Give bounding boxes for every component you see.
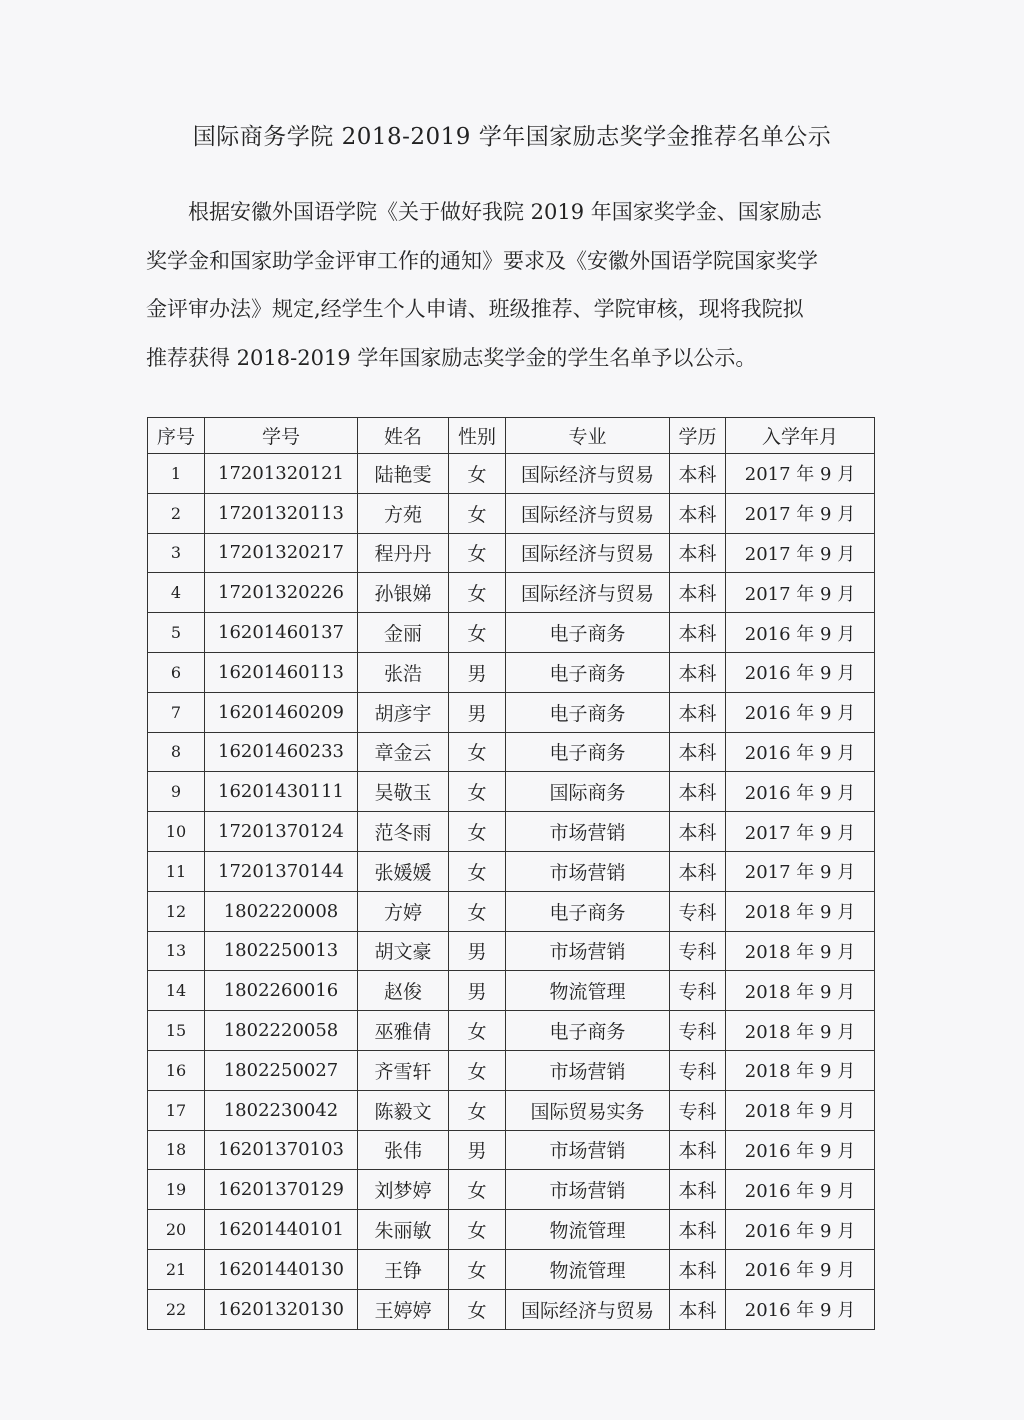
cell-gender: 女 xyxy=(449,454,506,494)
recommendation-table xyxy=(147,417,875,1330)
cell-index: 8 xyxy=(148,732,205,772)
cell-student-id: 17201370144 xyxy=(205,851,358,891)
cell-gender: 女 xyxy=(449,1090,506,1130)
table-row xyxy=(148,1130,875,1170)
table-row xyxy=(148,454,875,494)
header-name: 姓名 xyxy=(358,418,449,454)
cell-enrollment: 2017 年 9 月 xyxy=(726,812,875,852)
header-index: 序号 xyxy=(148,418,205,454)
cell-degree: 专科 xyxy=(670,1090,726,1130)
cell-student-id: 1802250027 xyxy=(205,1050,358,1090)
table-row xyxy=(148,493,875,533)
cell-enrollment: 2017 年 9 月 xyxy=(726,851,875,891)
cell-major: 国际贸易实务 xyxy=(506,1090,670,1130)
cell-index: 15 xyxy=(148,1011,205,1051)
cell-degree: 本科 xyxy=(670,1249,726,1289)
cell-enrollment: 2016 年 9 月 xyxy=(726,1210,875,1250)
cell-enrollment: 2016 年 9 月 xyxy=(726,613,875,653)
cell-major: 国际商务 xyxy=(506,772,670,812)
table-row xyxy=(148,1011,875,1051)
cell-major: 市场营销 xyxy=(506,1130,670,1170)
cell-degree: 本科 xyxy=(670,1289,726,1329)
cell-name: 张伟 xyxy=(358,1130,449,1170)
cell-student-id: 1802230042 xyxy=(205,1090,358,1130)
cell-index: 9 xyxy=(148,772,205,812)
cell-student-id: 16201370103 xyxy=(205,1130,358,1170)
cell-major: 国际经济与贸易 xyxy=(506,454,670,494)
cell-name: 方苑 xyxy=(358,493,449,533)
table-row xyxy=(148,1289,875,1329)
table-row xyxy=(148,692,875,732)
cell-student-id: 1802250013 xyxy=(205,931,358,971)
table-header-row xyxy=(148,418,875,454)
cell-name: 王婷婷 xyxy=(358,1289,449,1329)
cell-degree: 本科 xyxy=(670,613,726,653)
cell-enrollment: 2017 年 9 月 xyxy=(726,533,875,573)
cell-name: 金丽 xyxy=(358,613,449,653)
header-major: 专业 xyxy=(506,418,670,454)
cell-degree: 本科 xyxy=(670,1210,726,1250)
cell-gender: 女 xyxy=(449,772,506,812)
header-enrollment: 入学年月 xyxy=(726,418,875,454)
cell-enrollment: 2018 年 9 月 xyxy=(726,1090,875,1130)
cell-index: 12 xyxy=(148,891,205,931)
table-row xyxy=(148,652,875,692)
cell-student-id: 17201320113 xyxy=(205,493,358,533)
cell-gender: 女 xyxy=(449,812,506,852)
cell-major: 物流管理 xyxy=(506,971,670,1011)
cell-index: 16 xyxy=(148,1050,205,1090)
cell-gender: 女 xyxy=(449,891,506,931)
cell-name: 陈毅文 xyxy=(358,1090,449,1130)
cell-name: 胡彦宇 xyxy=(358,692,449,732)
cell-enrollment: 2016 年 9 月 xyxy=(726,1289,875,1329)
cell-gender: 男 xyxy=(449,1130,506,1170)
cell-degree: 本科 xyxy=(670,851,726,891)
cell-name: 章金云 xyxy=(358,732,449,772)
paragraph-line: 金评审办法》规定,经学生个人申请、班级推荐、学院审核，现将我院拟 xyxy=(146,297,804,321)
cell-major: 国际经济与贸易 xyxy=(506,533,670,573)
header-gender: 性别 xyxy=(449,418,506,454)
cell-major: 市场营销 xyxy=(506,851,670,891)
cell-gender: 男 xyxy=(449,692,506,732)
cell-gender: 男 xyxy=(449,971,506,1011)
cell-name: 程丹丹 xyxy=(358,533,449,573)
cell-degree: 本科 xyxy=(670,732,726,772)
cell-student-id: 16201460137 xyxy=(205,613,358,653)
cell-student-id: 16201320130 xyxy=(205,1289,358,1329)
cell-index: 14 xyxy=(148,971,205,1011)
cell-gender: 女 xyxy=(449,613,506,653)
paragraph-line: 推荐获得 2018-2019 学年国家励志奖学金的学生名单予以公示。 xyxy=(146,345,757,370)
cell-gender: 女 xyxy=(449,573,506,613)
cell-name: 范冬雨 xyxy=(358,812,449,852)
cell-gender: 女 xyxy=(449,1050,506,1090)
table-row xyxy=(148,971,875,1011)
table-row xyxy=(148,772,875,812)
cell-degree: 本科 xyxy=(670,772,726,812)
cell-index: 5 xyxy=(148,613,205,653)
paragraph-line: 根据安徽外国语学院《关于做好我院 2019 年国家奖学金、国家励志 xyxy=(188,200,822,224)
cell-index: 3 xyxy=(148,533,205,573)
cell-name: 刘梦婷 xyxy=(358,1170,449,1210)
cell-major: 电子商务 xyxy=(506,613,670,653)
cell-student-id: 16201460233 xyxy=(205,732,358,772)
cell-enrollment: 2018 年 9 月 xyxy=(726,891,875,931)
cell-degree: 本科 xyxy=(670,1170,726,1210)
table-row xyxy=(148,812,875,852)
cell-student-id: 16201460113 xyxy=(205,652,358,692)
cell-major: 电子商务 xyxy=(506,891,670,931)
cell-enrollment: 2016 年 9 月 xyxy=(726,692,875,732)
cell-index: 2 xyxy=(148,493,205,533)
cell-gender: 女 xyxy=(449,732,506,772)
notice-paragraph xyxy=(146,188,896,382)
cell-index: 18 xyxy=(148,1130,205,1170)
cell-student-id: 17201370124 xyxy=(205,812,358,852)
cell-enrollment: 2016 年 9 月 xyxy=(726,772,875,812)
cell-enrollment: 2017 年 9 月 xyxy=(726,454,875,494)
cell-gender: 女 xyxy=(449,1249,506,1289)
cell-student-id: 16201430111 xyxy=(205,772,358,812)
cell-enrollment: 2016 年 9 月 xyxy=(726,1130,875,1170)
cell-enrollment: 2017 年 9 月 xyxy=(726,573,875,613)
cell-student-id: 1802220058 xyxy=(205,1011,358,1051)
table-row xyxy=(148,1090,875,1130)
cell-major: 物流管理 xyxy=(506,1249,670,1289)
cell-student-id: 16201460209 xyxy=(205,692,358,732)
cell-name: 巫雅倩 xyxy=(358,1011,449,1051)
cell-degree: 本科 xyxy=(670,1130,726,1170)
cell-index: 10 xyxy=(148,812,205,852)
table-row xyxy=(148,1170,875,1210)
cell-student-id: 16201440130 xyxy=(205,1249,358,1289)
cell-degree: 本科 xyxy=(670,812,726,852)
cell-major: 国际经济与贸易 xyxy=(506,1289,670,1329)
cell-major: 市场营销 xyxy=(506,931,670,971)
cell-major: 物流管理 xyxy=(506,1210,670,1250)
table-row xyxy=(148,1210,875,1250)
cell-student-id: 1802260016 xyxy=(205,971,358,1011)
cell-enrollment: 2018 年 9 月 xyxy=(726,971,875,1011)
cell-enrollment: 2016 年 9 月 xyxy=(726,652,875,692)
cell-student-id: 16201440101 xyxy=(205,1210,358,1250)
cell-student-id: 17201320217 xyxy=(205,533,358,573)
cell-degree: 专科 xyxy=(670,931,726,971)
cell-gender: 女 xyxy=(449,533,506,573)
cell-major: 电子商务 xyxy=(506,1011,670,1051)
document-title: 国际商务学院 2018-2019 学年国家励志奖学金推荐名单公示 xyxy=(192,124,832,150)
cell-index: 6 xyxy=(148,652,205,692)
cell-name: 张浩 xyxy=(358,652,449,692)
table-row xyxy=(148,1249,875,1289)
cell-degree: 本科 xyxy=(670,573,726,613)
cell-major: 电子商务 xyxy=(506,732,670,772)
table-body xyxy=(148,454,875,1330)
cell-degree: 本科 xyxy=(670,533,726,573)
cell-gender: 男 xyxy=(449,931,506,971)
cell-degree: 专科 xyxy=(670,971,726,1011)
cell-enrollment: 2016 年 9 月 xyxy=(726,1170,875,1210)
cell-gender: 女 xyxy=(449,851,506,891)
cell-enrollment: 2018 年 9 月 xyxy=(726,931,875,971)
cell-major: 市场营销 xyxy=(506,1050,670,1090)
cell-enrollment: 2017 年 9 月 xyxy=(726,493,875,533)
cell-major: 电子商务 xyxy=(506,692,670,732)
cell-index: 1 xyxy=(148,454,205,494)
header-degree: 学历 xyxy=(670,418,726,454)
cell-name: 吴敬玉 xyxy=(358,772,449,812)
cell-degree: 本科 xyxy=(670,652,726,692)
cell-degree: 本科 xyxy=(670,493,726,533)
table-row xyxy=(148,891,875,931)
cell-major: 电子商务 xyxy=(506,652,670,692)
cell-enrollment: 2016 年 9 月 xyxy=(726,732,875,772)
cell-name: 朱丽敏 xyxy=(358,1210,449,1250)
cell-degree: 专科 xyxy=(670,1011,726,1051)
cell-index: 20 xyxy=(148,1210,205,1250)
cell-gender: 女 xyxy=(449,1170,506,1210)
cell-student-id: 17201320226 xyxy=(205,573,358,613)
table-row xyxy=(148,613,875,653)
cell-enrollment: 2016 年 9 月 xyxy=(726,1249,875,1289)
cell-index: 7 xyxy=(148,692,205,732)
header-student-id: 学号 xyxy=(205,418,358,454)
cell-degree: 专科 xyxy=(670,891,726,931)
cell-degree: 本科 xyxy=(670,454,726,494)
cell-student-id: 16201370129 xyxy=(205,1170,358,1210)
table-row xyxy=(148,533,875,573)
cell-student-id: 17201320121 xyxy=(205,454,358,494)
cell-name: 张媛媛 xyxy=(358,851,449,891)
cell-enrollment: 2018 年 9 月 xyxy=(726,1050,875,1090)
cell-name: 孙银娣 xyxy=(358,573,449,613)
cell-index: 13 xyxy=(148,931,205,971)
table-row xyxy=(148,732,875,772)
cell-name: 胡文豪 xyxy=(358,931,449,971)
cell-gender: 女 xyxy=(449,1210,506,1250)
paragraph-line: 奖学金和国家助学金评审工作的通知》要求及《安徽外国语学院国家奖学 xyxy=(146,248,818,273)
cell-major: 市场营销 xyxy=(506,1170,670,1210)
cell-major: 市场营销 xyxy=(506,812,670,852)
cell-index: 17 xyxy=(148,1090,205,1130)
cell-index: 4 xyxy=(148,573,205,613)
cell-index: 22 xyxy=(148,1289,205,1329)
cell-major: 国际经济与贸易 xyxy=(506,493,670,533)
cell-name: 方婷 xyxy=(358,891,449,931)
cell-name: 赵俊 xyxy=(358,971,449,1011)
cell-student-id: 1802220008 xyxy=(205,891,358,931)
table-row xyxy=(148,573,875,613)
table-row xyxy=(148,851,875,891)
cell-index: 21 xyxy=(148,1249,205,1289)
cell-index: 11 xyxy=(148,851,205,891)
cell-gender: 女 xyxy=(449,1011,506,1051)
cell-name: 齐雪轩 xyxy=(358,1050,449,1090)
cell-degree: 本科 xyxy=(670,692,726,732)
cell-enrollment: 2018 年 9 月 xyxy=(726,1011,875,1051)
cell-gender: 女 xyxy=(449,1289,506,1329)
cell-index: 19 xyxy=(148,1170,205,1210)
cell-major: 国际经济与贸易 xyxy=(506,573,670,613)
table-row xyxy=(148,1050,875,1090)
cell-degree: 专科 xyxy=(670,1050,726,1090)
cell-gender: 女 xyxy=(449,493,506,533)
cell-name: 王铮 xyxy=(358,1249,449,1289)
cell-name: 陆艳雯 xyxy=(358,454,449,494)
table-row xyxy=(148,931,875,971)
cell-gender: 男 xyxy=(449,652,506,692)
